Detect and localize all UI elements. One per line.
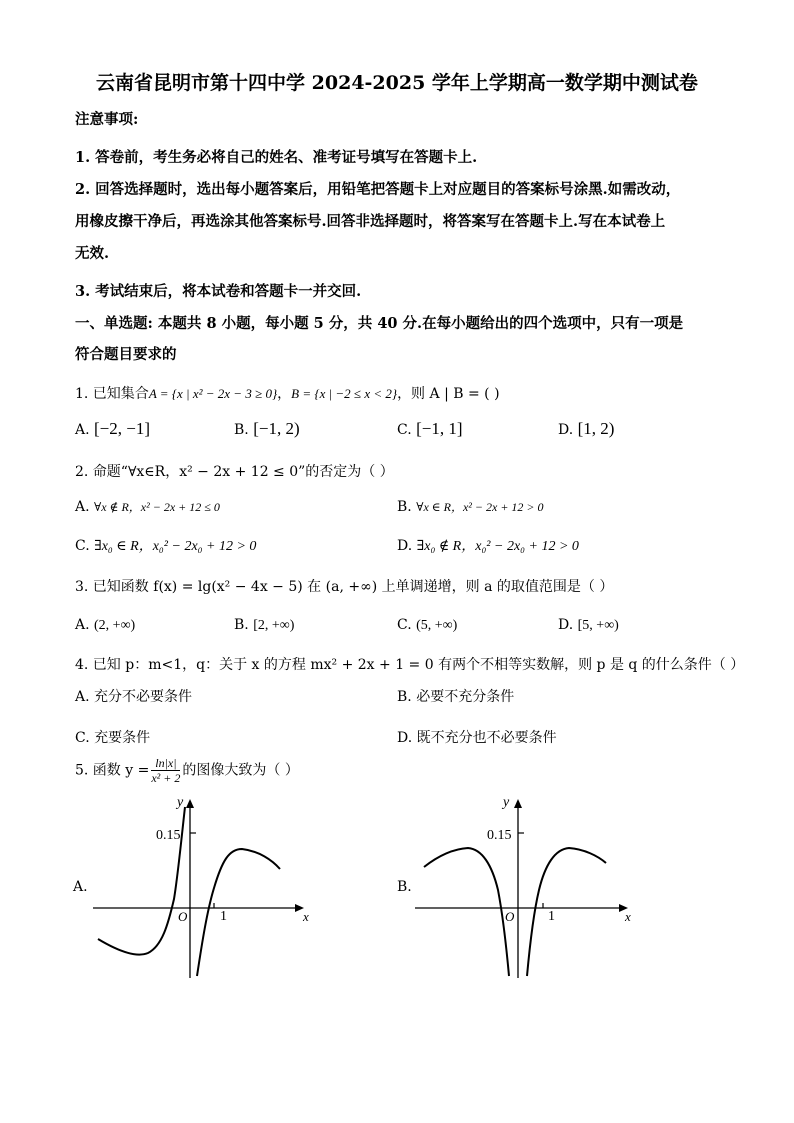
q5-denominator: x² + 2	[151, 771, 181, 785]
graph-a-x-label: x	[303, 909, 309, 924]
q3-option-d[interactable]: D. [5, +∞)	[558, 617, 619, 633]
q5-prefix: 5. 函数 y =	[75, 762, 150, 779]
q2-option-d[interactable]: D. ∃x₀ ∉ R，x₀² − 2x₀ + 12 > 0	[397, 538, 579, 554]
notice-item-1: 1. 答卷前，考生务必将自己的姓名、准考证号填写在答题卡上.	[75, 149, 478, 166]
notice-item-2: 2. 回答选择题时，选出每小题答案后，用铅笔把答题卡上对应题目的答案标号涂黑.如需改动，	[75, 181, 681, 198]
graph-a-y-arrow	[186, 799, 194, 808]
graph-b-y-label: y	[503, 795, 510, 810]
q1-set-b: B = {x | −2 ≤ x < 2}	[291, 386, 398, 401]
q3-option-a[interactable]: A. (2, +∞)	[75, 617, 136, 633]
q3-option-b[interactable]: B. [2, +∞)	[234, 617, 295, 633]
graph-a-y-label: y	[177, 795, 184, 810]
graph-b-x-tick-label: 1	[548, 909, 555, 924]
q2-option-b[interactable]: B. ∀x ∈ R，x² − 2x + 12 > 0	[397, 499, 544, 515]
graph-b-right-branch	[527, 848, 606, 976]
graph-b-x-label: x	[625, 909, 631, 924]
q3-option-c[interactable]: C. (5, +∞)	[397, 617, 458, 633]
q5-fraction	[151, 756, 180, 785]
q5-option-b-label[interactable]: B.	[397, 879, 412, 895]
graph-a-y-tick-label: 0.15	[156, 828, 181, 843]
q5-suffix: 的图像大致为（ ）	[182, 762, 299, 779]
q1-option-d[interactable]: D. [1, 2)	[558, 419, 615, 438]
q1-option-c[interactable]: C. [−1, 1]	[397, 419, 463, 438]
graph-b-left-branch	[424, 848, 509, 976]
q4-option-d[interactable]: D. 既不充分也不必要条件	[397, 730, 557, 746]
page-title: 云南省昆明市第十四中学 2024-2025 学年上学期高一数学期中测试卷	[96, 72, 698, 94]
q5-option-a-label[interactable]: A.	[73, 879, 88, 895]
question-2-stem: 2. 命题“∀x∈R，x² − 2x + 12 ≤ 0”的否定为（ ）	[75, 464, 394, 480]
notice-item-2-end: 无效.	[75, 245, 110, 262]
section-heading-cont: 符合题目要求的	[75, 346, 177, 363]
q1-suffix: ，则 A | B = ( )	[397, 386, 500, 402]
q2-option-a[interactable]: A. ∀x ∉ R，x² − 2x + 12 ≤ 0	[75, 499, 220, 515]
question-1-stem: 1. 已知集合A = {x | x² − 2x − 3 ≥ 0}，B = {x | −2 ≤ x < 2}，则 A | B = ( )	[75, 386, 500, 402]
q5-graph-b[interactable]	[412, 793, 632, 983]
graph-b-y-tick-label: 0.15	[487, 828, 512, 843]
q4-option-a[interactable]: A. 充分不必要条件	[75, 689, 193, 705]
q4-option-b[interactable]: B. 必要不充分条件	[397, 689, 515, 705]
notice-item-2-cont: 用橡皮擦干净后，再选涂其他答案标号.回答非选择题时，将答案写在答题卡上.写在本试卷上	[75, 213, 666, 230]
q2-option-c[interactable]: C. ∃x₀ ∈ R，x₀² − 2x₀ + 12 > 0	[75, 538, 257, 554]
q5-numerator: ln|x|	[151, 756, 180, 771]
section-heading: 一、单选题: 本题共 8 小题，每小题 5 分，共 40 分.在每小题给出的四个选项中，只有一项是	[75, 315, 684, 332]
q1-option-a[interactable]: A. [−2, −1]	[75, 419, 151, 438]
graph-a-x-tick-label: 1	[220, 909, 227, 924]
notice-heading: 注意事项:	[75, 111, 139, 128]
q4-option-c[interactable]: C. 充要条件	[75, 730, 151, 746]
graph-a-origin: O	[178, 909, 188, 924]
question-4-stem: 4. 已知 p：m<1，q：关于 x 的方程 mx² + 2x + 1 = 0 有两个不相等实数解，则 p 是 q 的什么条件（ ）	[75, 657, 745, 673]
graph-b-origin: O	[505, 909, 515, 924]
q1-option-b[interactable]: B. [−1, 2)	[234, 419, 300, 438]
question-5-stem	[75, 756, 299, 785]
q1-set-a: A = {x | x² − 2x − 3 ≥ 0}	[148, 386, 278, 401]
graph-b-y-arrow	[514, 799, 522, 808]
q1-prefix: 1. 已知集合	[75, 386, 149, 402]
question-3-stem: 3. 已知函数 f(x) = lg(x² − 4x − 5) 在 (a, +∞) 上单调递增，则 a 的取值范围是（ ）	[75, 579, 614, 595]
graph-a-right-branch	[197, 849, 280, 976]
notice-item-3: 3. 考试结束后，将本试卷和答题卡一并交回.	[75, 283, 362, 300]
q5-graph-a[interactable]	[90, 793, 310, 983]
